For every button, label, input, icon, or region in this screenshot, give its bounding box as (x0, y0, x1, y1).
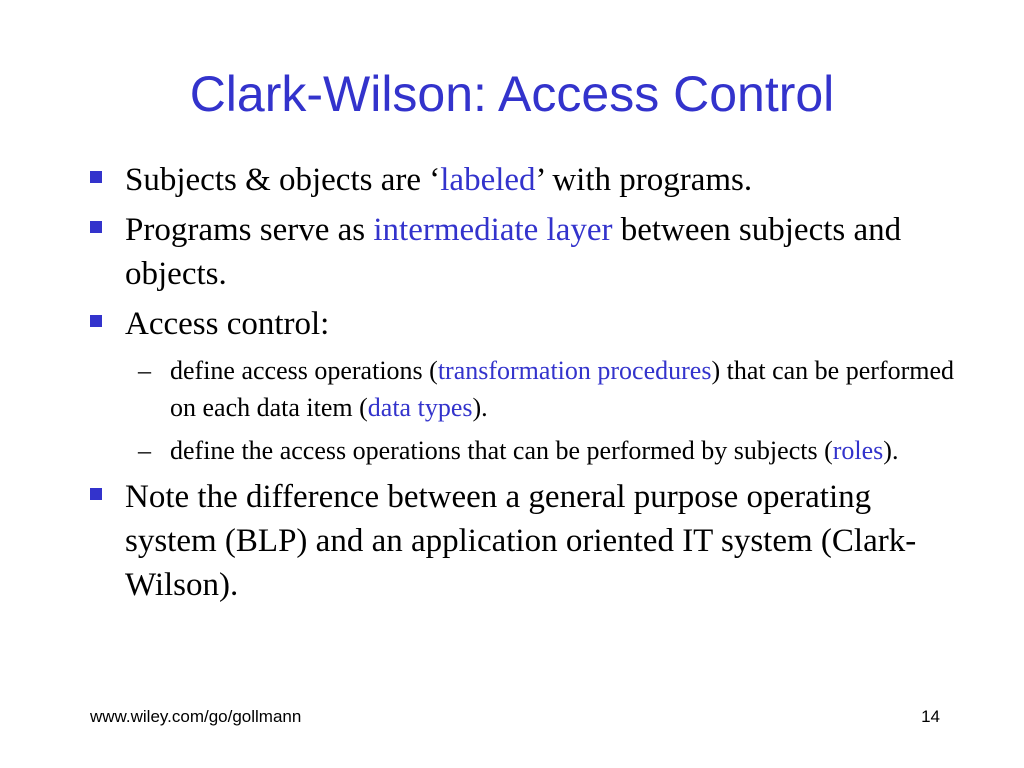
highlight-term: roles (832, 436, 884, 465)
dash-marker-icon: – (138, 436, 151, 465)
square-bullet-icon (90, 221, 102, 233)
highlight-term: data types (367, 393, 473, 422)
sub-bullet-list (88, 352, 968, 469)
dash-marker-icon: – (138, 356, 151, 385)
sub-bullet-text: define the access operations that can be performed by subjects ( (170, 436, 833, 465)
bullet-item-access-control (88, 302, 968, 346)
page-number: 14 (921, 707, 940, 726)
bullet-item-note (88, 475, 968, 607)
square-bullet-icon (90, 488, 102, 500)
bullet-text: ’ with programs. (535, 162, 753, 198)
slide-title: Clark-Wilson: Access Control (189, 66, 835, 122)
sub-bullet-text: ) that can be performed on each data item ( (170, 356, 954, 422)
sub-bullet-text: define access operations ( (170, 356, 438, 385)
bullet-text: Access control: (125, 306, 330, 342)
sub-bullet-transformation-procedures (88, 352, 968, 426)
bullet-text: Subjects & objects are ‘ (125, 162, 441, 198)
square-bullet-icon (90, 171, 102, 183)
bullet-text: Note the difference between a general purpose operating system (BLP) and an application oriented IT system (Clark-Wilson). (125, 479, 917, 603)
footer-url: www.wiley.com/go/gollmann (90, 707, 302, 726)
bullet-item-labeled (88, 158, 968, 202)
bullet-text: Programs serve as (125, 212, 374, 248)
slide-body (88, 158, 968, 613)
bullet-text: between subjects and objects. (125, 212, 902, 292)
sub-bullet-text: ). (472, 393, 488, 422)
square-bullet-icon (90, 315, 102, 327)
highlight-term: labeled (440, 162, 536, 198)
highlight-term: transformation procedures (437, 356, 712, 385)
highlight-term: intermediate layer (373, 212, 613, 248)
sub-bullet-roles (88, 432, 968, 469)
bullet-item-intermediate-layer (88, 208, 968, 296)
sub-bullet-text: ). (883, 436, 899, 465)
